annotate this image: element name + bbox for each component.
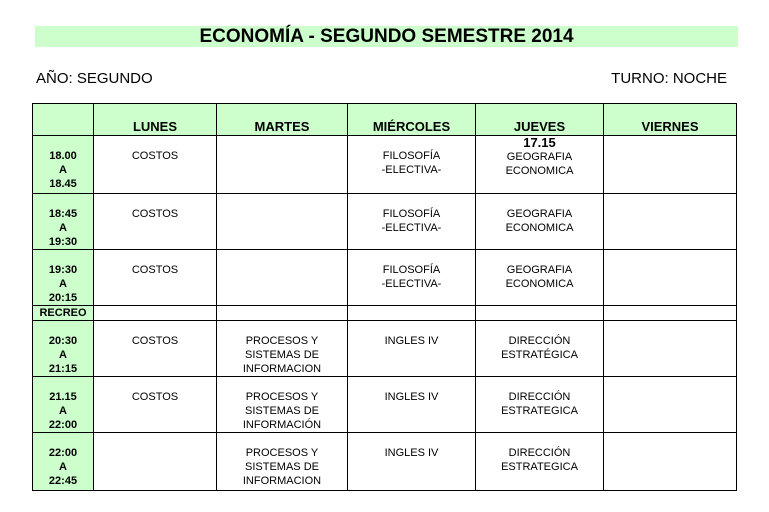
class-name-line: FILOSOFÍA — [382, 208, 441, 220]
class-name-line: PROCESOS Y — [245, 447, 319, 459]
class-cell-jueves — [476, 136, 604, 194]
class-name-line: COSTOS — [131, 208, 179, 220]
class-cell-lunes — [94, 136, 217, 194]
time-line: 22:00 — [48, 447, 78, 459]
class-name-line: GEOGRAFIA — [506, 208, 573, 220]
class-cell-jueves — [476, 194, 604, 250]
time-cell — [33, 377, 94, 433]
class-cell-viernes — [604, 250, 737, 306]
header-row — [33, 104, 737, 136]
time-line: A — [59, 164, 67, 176]
time-cell — [33, 194, 94, 250]
class-cell-jueves — [476, 250, 604, 306]
class-name-line: SISTEMAS DE — [245, 349, 319, 361]
time-line: 22:00 — [48, 419, 78, 431]
header-lunes: LUNES — [94, 104, 217, 136]
recreo-label: RECREO — [33, 306, 94, 321]
class-cell-miercoles — [348, 136, 476, 194]
class-cell-viernes — [604, 136, 737, 194]
class-name-line: -ELECTIVA- — [381, 222, 442, 234]
class-cell-jueves — [476, 433, 604, 491]
class-name-line: FILOSOFÍA — [382, 150, 441, 162]
class-name-line: SISTEMAS DE — [245, 461, 319, 473]
class-name-line: ESTRATÉGICA — [501, 349, 578, 361]
time-line: 21:15 — [48, 363, 78, 375]
time-cell — [33, 433, 94, 491]
class-cell-miercoles — [348, 194, 476, 250]
class-name-line: COSTOS — [131, 264, 179, 276]
header-corner — [33, 104, 94, 136]
class-name-line: FILOSOFÍA — [382, 264, 441, 276]
class-name-line: GEOGRAFIA — [506, 264, 573, 276]
class-cell-miercoles — [348, 321, 476, 377]
class-cell-martes — [217, 136, 348, 194]
recreo-empty-cell — [94, 306, 217, 321]
class-name-line: INFORMACION — [242, 475, 322, 487]
header-viernes: VIERNES — [604, 104, 737, 136]
time-cell — [33, 136, 94, 194]
schedule-table — [32, 103, 737, 491]
class-name-line: ECONOMICA — [505, 278, 574, 290]
class-name-line: INGLES IV — [384, 335, 439, 347]
class-cell-miercoles — [348, 377, 476, 433]
time-line: 20:15 — [48, 292, 78, 304]
time-line: A — [59, 405, 67, 417]
header-martes: MARTES — [217, 104, 348, 136]
class-name-line: DIRECCIÓN — [508, 335, 571, 347]
time-line: A — [59, 278, 67, 290]
class-cell-martes — [217, 433, 348, 491]
class-cell-martes — [217, 321, 348, 377]
header-jueves: JUEVES — [476, 104, 604, 136]
class-cell-miercoles — [348, 250, 476, 306]
class-cell-lunes — [94, 433, 217, 491]
time-line: A — [59, 461, 67, 473]
class-name-line: ESTRATEGICA — [501, 461, 578, 473]
time-line: 21.15 — [49, 391, 77, 403]
class-cell-jueves — [476, 321, 604, 377]
class-cell-viernes — [604, 433, 737, 491]
time-line: 18.00 — [49, 150, 77, 162]
time-cell — [33, 321, 94, 377]
time-line: 18.45 — [49, 178, 77, 190]
class-cell-martes — [217, 194, 348, 250]
class-name-line: INFORMACION — [242, 363, 322, 375]
class-cell-martes — [217, 377, 348, 433]
table-row — [33, 136, 737, 194]
table-row — [33, 321, 737, 377]
page-title: ECONOMÍA - SEGUNDO SEMESTRE 2014 — [35, 26, 738, 47]
recreo-row — [33, 306, 737, 321]
class-name-line: -ELECTIVA- — [381, 164, 442, 176]
class-cell-viernes — [604, 194, 737, 250]
class-name-line: ECONOMICA — [505, 222, 574, 234]
shift-label: TURNO: NOCHE — [611, 70, 727, 87]
class-name-line: DIRECCIÓN — [508, 391, 571, 403]
class-name-line: COSTOS — [131, 391, 179, 403]
header-miercoles: MIÉRCOLES — [348, 104, 476, 136]
class-cell-miercoles — [348, 433, 476, 491]
recreo-empty-cell — [217, 306, 348, 321]
time-line: 19:30 — [48, 264, 78, 276]
class-cell-lunes — [94, 194, 217, 250]
class-name-line: ECONOMICA — [505, 165, 574, 177]
class-name-line: PROCESOS Y — [245, 335, 319, 347]
class-name-line: INGLES IV — [384, 447, 439, 459]
time-cell — [33, 250, 94, 306]
recreo-empty-cell — [476, 306, 604, 321]
recreo-empty-cell — [604, 306, 737, 321]
time-line: 19:30 — [48, 236, 78, 248]
class-cell-martes — [217, 250, 348, 306]
time-line: 22:45 — [48, 475, 78, 487]
start-time-note: 17.15 — [523, 135, 556, 150]
table-row — [33, 250, 737, 306]
time-line: 18:45 — [48, 208, 78, 220]
time-line: 20:30 — [48, 335, 78, 347]
class-name-line: SISTEMAS DE — [245, 405, 319, 417]
table-row — [33, 433, 737, 491]
table-row — [33, 377, 737, 433]
class-name-line: INGLES IV — [384, 391, 439, 403]
class-name-line: -ELECTIVA- — [381, 278, 442, 290]
class-name-line: COSTOS — [131, 335, 179, 347]
class-name-line: ESTRATEGICA — [501, 405, 578, 417]
class-cell-lunes — [94, 250, 217, 306]
class-name-line: GEOGRAFIA — [506, 151, 573, 163]
class-cell-viernes — [604, 377, 737, 433]
class-cell-jueves — [476, 377, 604, 433]
time-line: A — [59, 349, 67, 361]
class-name-line: INFORMACIÓN — [242, 419, 322, 431]
class-cell-viernes — [604, 321, 737, 377]
class-cell-lunes — [94, 377, 217, 433]
class-name-line: COSTOS — [131, 150, 179, 162]
class-cell-lunes — [94, 321, 217, 377]
class-name-line: DIRECCIÓN — [508, 447, 571, 459]
time-line: A — [59, 222, 67, 234]
recreo-empty-cell — [348, 306, 476, 321]
year-label: AÑO: SEGUNDO — [36, 70, 153, 87]
table-row — [33, 194, 737, 250]
class-name-line: PROCESOS Y — [245, 391, 319, 403]
